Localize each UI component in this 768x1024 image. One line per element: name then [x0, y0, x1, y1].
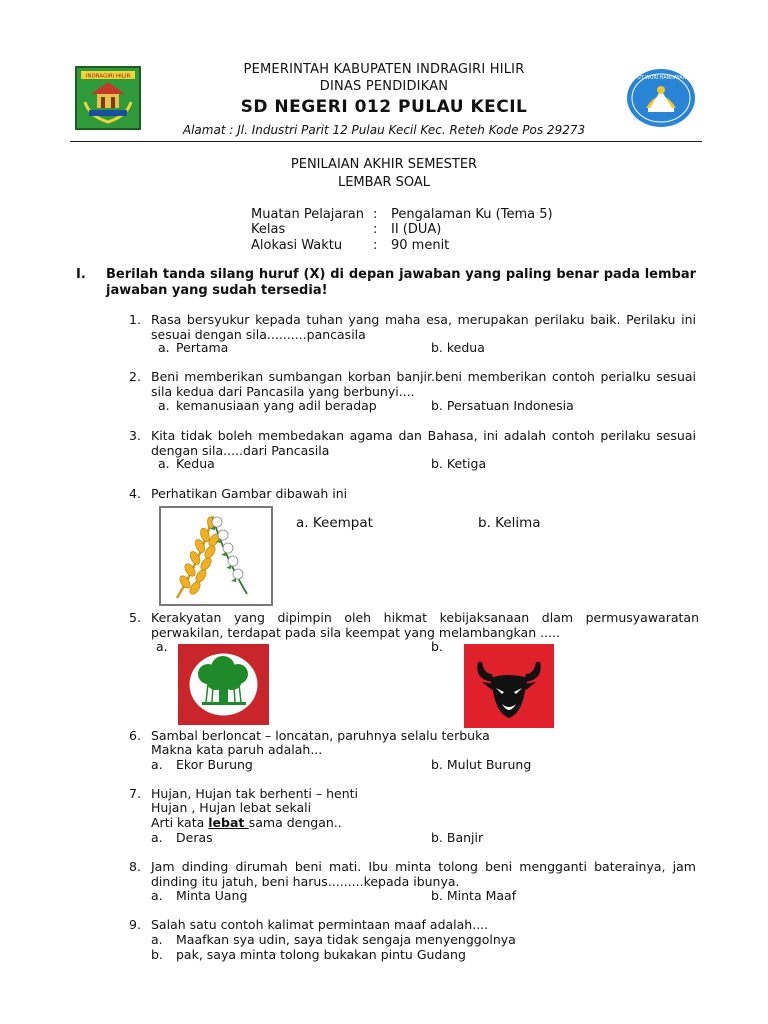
meta-class-label: Kelas: [251, 222, 286, 237]
question-3-option-a-letter: a.: [158, 456, 170, 471]
question-1-option-b: b. kedua: [431, 340, 485, 355]
question-5-option-b: b.: [431, 639, 443, 654]
meta-time-sep: :: [373, 238, 378, 253]
header-divider: [70, 141, 702, 142]
question-7-line-1: Hujan, Hujan tak berhenti – henti: [151, 786, 359, 801]
school-name: SD NEGERI 012 PULAU KECIL: [240, 97, 528, 117]
question-4-number: 4.: [129, 486, 141, 501]
question-4-option-b: b. Kelima: [478, 515, 541, 531]
question-7-option-a-letter: a.: [151, 830, 163, 845]
question-6-line-2: Makna kata paruh adalah...: [151, 742, 323, 757]
question-5-option-a: a.: [156, 639, 168, 654]
section-instruction: Berilah tanda silang huruf (X) di depan jawaban yang paling benar pada lembar jawaban yang sudah tersedia!: [106, 267, 696, 298]
exam-title: PENILAIAN AKHIR SEMESTER: [290, 157, 478, 172]
question-8-number: 8.: [129, 859, 141, 874]
question-2-number: 2.: [129, 369, 141, 384]
question-3-option-b: b. Ketiga: [431, 456, 487, 471]
banyan-tree-symbol-image: [178, 644, 269, 725]
question-9-option-a: Maafkan sya udin, saya tidak sengaja menyenggolnya: [176, 932, 516, 947]
question-1-number: 1.: [129, 312, 141, 327]
question-1-text: Rasa bersyukur kepada tuhan yang maha esa, merupakan perilaku baik. Perilaku ini sesuai dengan sila..........pancasila: [151, 312, 696, 342]
question-2-option-a: kemanusiaan yang adil beradap: [176, 398, 377, 413]
question-6-number: 6.: [129, 728, 141, 743]
meta-class-value: II (DUA): [391, 222, 442, 237]
bull-head-symbol-image: [464, 644, 554, 728]
meta-class-sep: :: [373, 222, 378, 237]
question-6-option-a: Ekor Burung: [176, 757, 253, 772]
section-number: I.: [76, 267, 86, 282]
question-3-text: Kita tidak boleh membedakan agama dan Bahasa, ini adalah contoh perilaku sesuai dengan sila.....dari Pancasila: [151, 428, 696, 458]
question-7-number: 7.: [129, 786, 141, 801]
question-5-number: 5.: [129, 610, 141, 625]
question-2-option-b: b. Persatuan Indonesia: [431, 398, 574, 413]
question-7-line-3-suffix: sama dengan..: [248, 815, 342, 830]
question-3-option-a: Kedua: [176, 456, 215, 471]
question-9-option-a-letter: a.: [151, 932, 163, 947]
question-6-option-a-letter: a.: [151, 757, 163, 772]
question-7-line-3-prefix: Arti kata: [151, 815, 209, 830]
question-8-option-b: b. Minta Maaf: [431, 888, 517, 903]
rice-cotton-symbol-image: [159, 506, 273, 606]
school-address: Alamat : Jl. Industri Parit 12 Pulau Kecil Kec. Reteh Kode Pos 29273: [182, 123, 586, 137]
question-6-line-1: Sambal berloncat – loncatan, paruhnya selalu terbuka: [151, 728, 490, 743]
question-4-option-a: a. Keempat: [296, 515, 373, 531]
header-government: PEMERINTAH KABUPATEN INDRAGIRI HILIR: [243, 62, 525, 77]
question-9-option-b: pak, saya minta tolong bukakan pintu Gudang: [176, 947, 466, 962]
meta-subject-value: Pengalaman Ku (Tema 5): [391, 207, 553, 222]
meta-subject-sep: :: [373, 207, 378, 222]
meta-time-value: 90 menit: [391, 238, 450, 253]
question-6-option-b: b. Mulut Burung: [431, 757, 532, 772]
question-9-number: 9.: [129, 917, 141, 932]
question-2-option-a-letter: a.: [158, 398, 170, 413]
question-8-text: Jam dinding dirumah beni mati. Ibu minta tolong beni mengganti baterainya, jam dinding itu jatuh, beni harus.........kepada ibunya.: [151, 859, 696, 889]
question-9-option-b-letter: b.: [151, 947, 163, 962]
sheet-title: LEMBAR SOAL: [337, 175, 431, 190]
question-4-text: Perhatikan Gambar dibawah ini: [151, 486, 348, 501]
question-2-text: Beni memberikan sumbangan korban banjir.beni memberikan contoh perialku sesuai sila kedua dari Pancasila yang berbunyi....: [151, 369, 696, 399]
regency-logo-text: INDRAGIRI HILIR: [85, 73, 131, 80]
meta-time-label: Alokasi Waktu: [251, 238, 343, 253]
header-department: DINAS PENDIDIKAN: [319, 79, 449, 94]
question-7-line-2: Hujan , Hujan lebat sekali: [151, 800, 312, 815]
question-1-option-a-letter: a.: [158, 340, 170, 355]
question-9-text: Salah satu contoh kalimat permintaan maaf adalah....: [151, 917, 489, 932]
question-8-option-a-letter: a.: [151, 888, 163, 903]
question-7-option-a: Deras: [176, 830, 213, 845]
question-7-keyword: lebat: [208, 815, 249, 830]
question-8-option-a: Minta Uang: [176, 888, 248, 903]
tut-wuri-logo-text: TUT WURI HANDAYANI: [634, 76, 688, 81]
question-3-number: 3.: [129, 428, 141, 443]
question-1-option-a: Pertama: [176, 340, 229, 355]
question-5-text: Kerakyatan yang dipimpin oleh hikmat kebijaksanaan dlam permusyawaratan perwakilan, terdapat pada sila keempat yang melambangkan .....: [151, 610, 699, 640]
question-7-option-b: b. Banjir: [431, 830, 484, 845]
meta-subject-label: Muatan Pelajaran: [251, 207, 364, 222]
question-7-line-3: [151, 815, 342, 830]
